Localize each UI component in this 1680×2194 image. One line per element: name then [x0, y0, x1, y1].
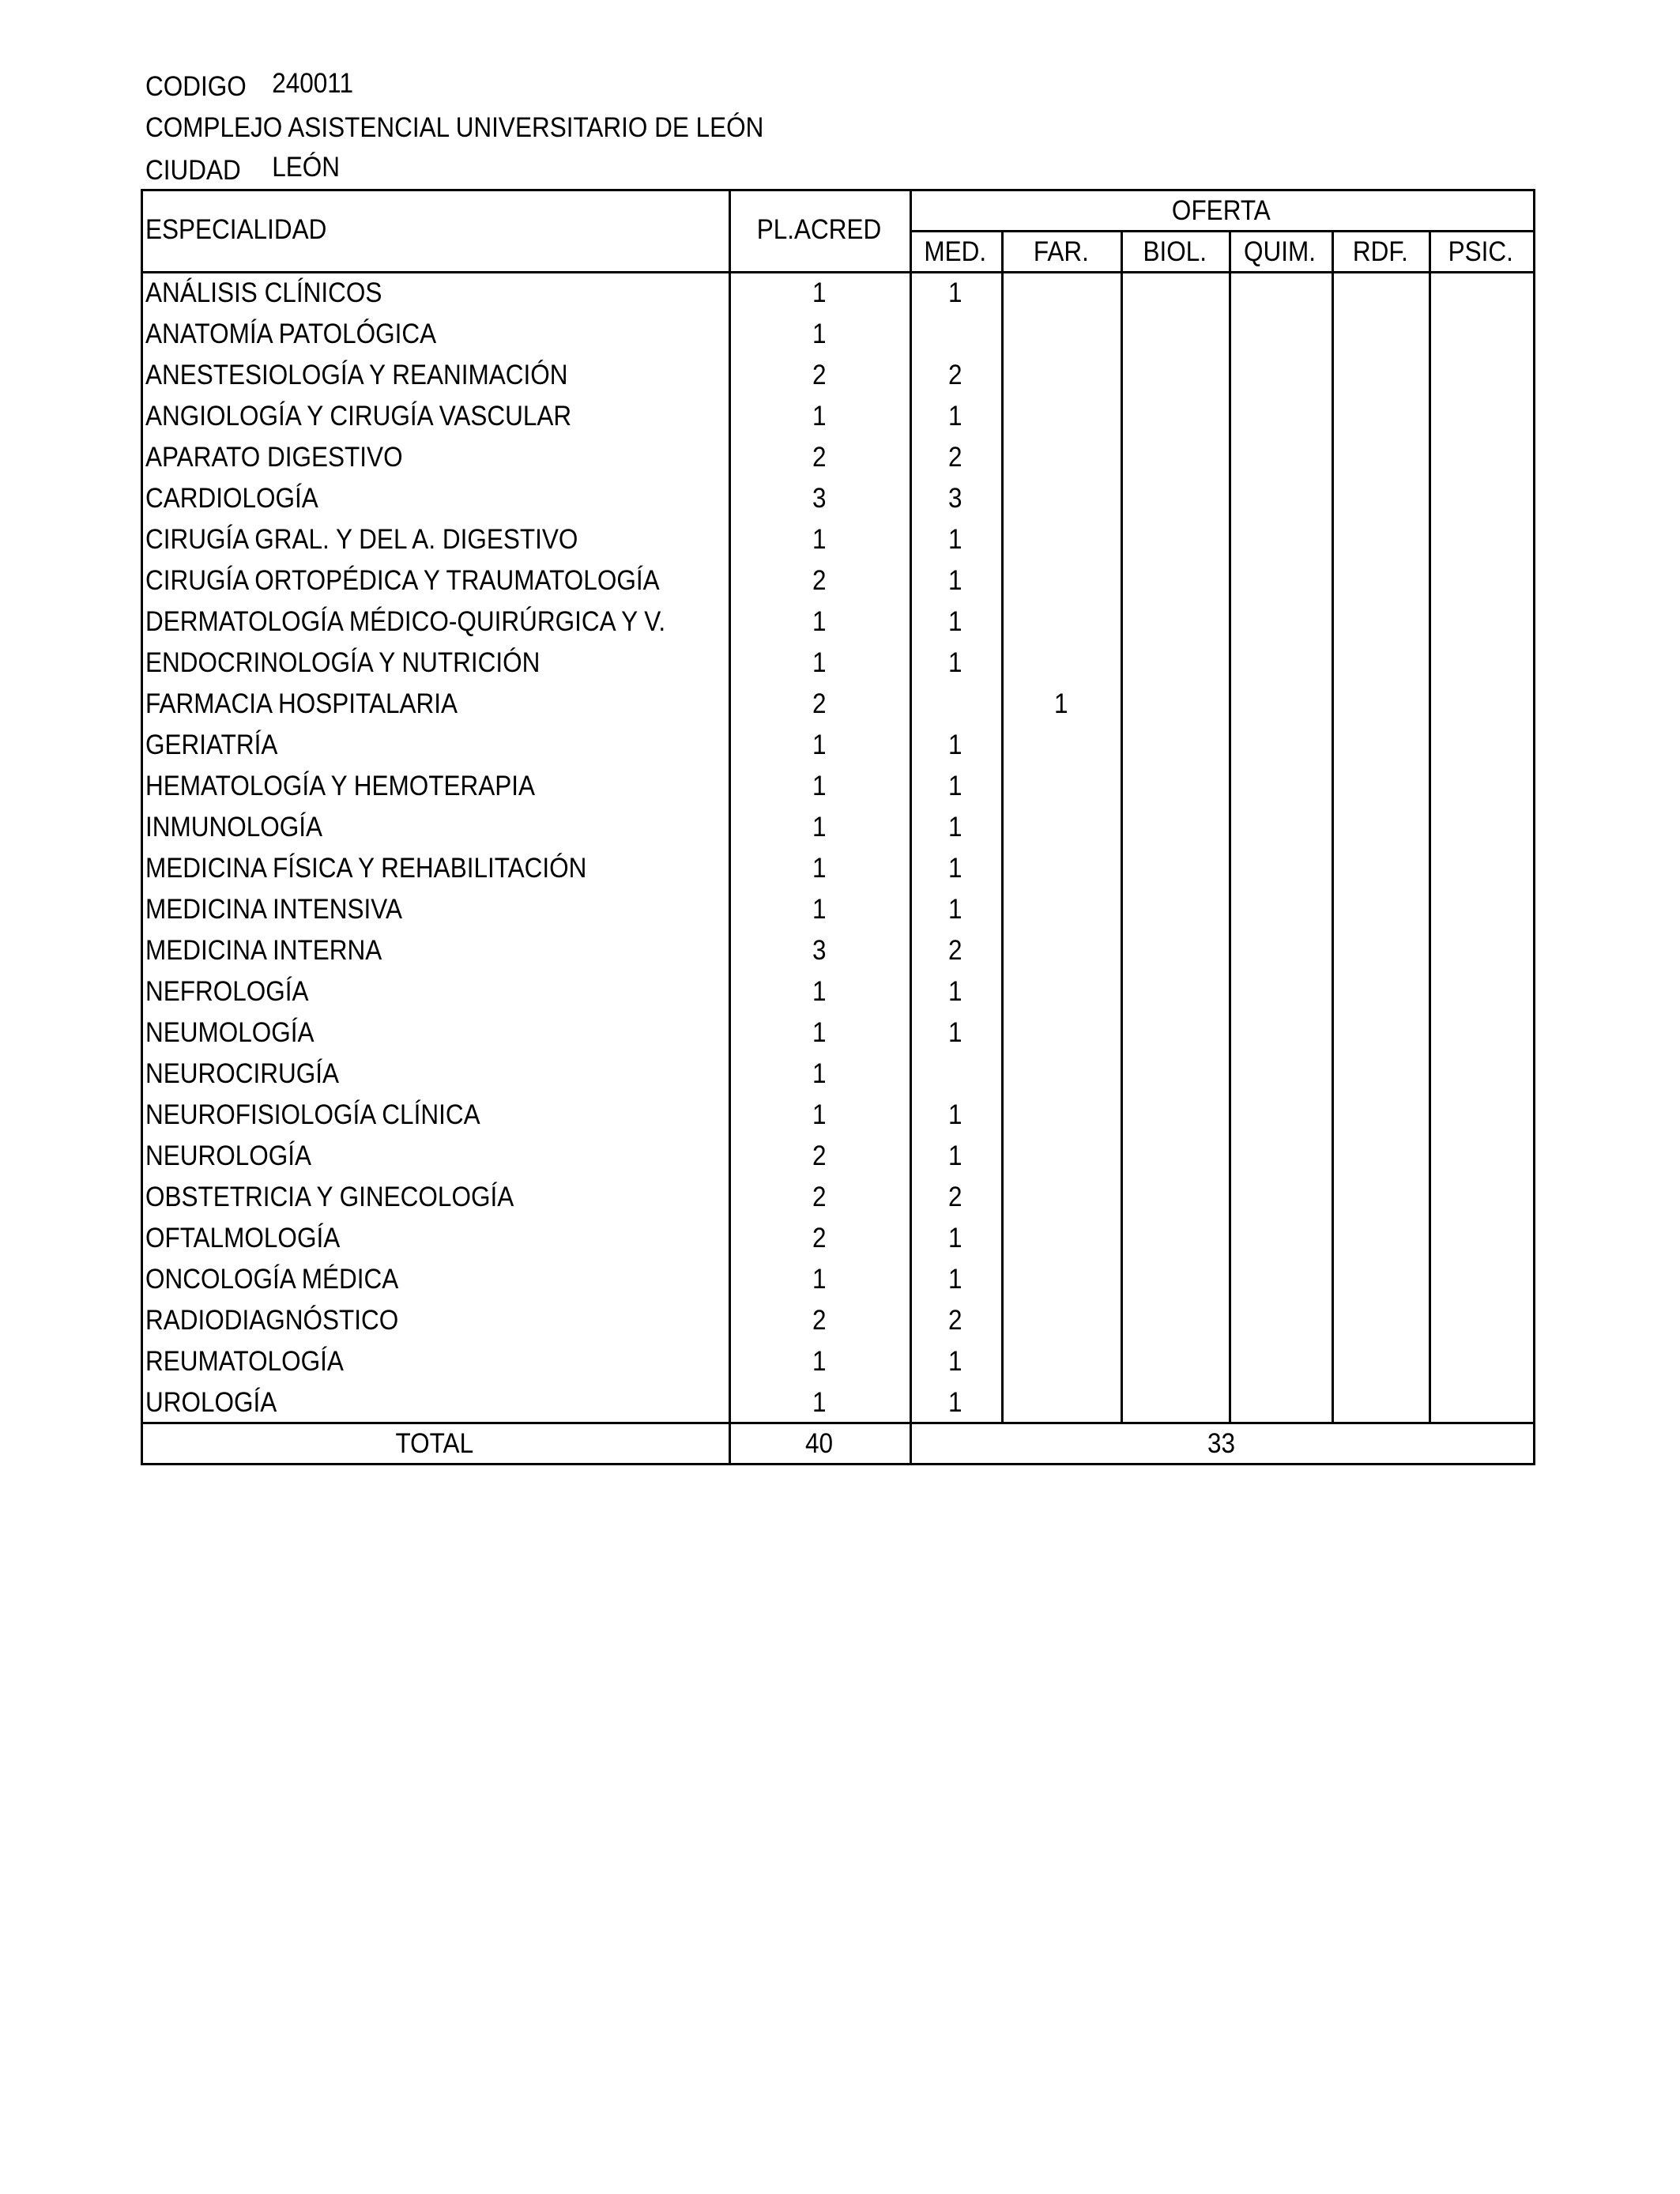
row-med: 1 — [948, 524, 962, 555]
ciudad-label: CIUDAD — [145, 155, 241, 186]
row-placred: 1 — [812, 319, 827, 349]
row-far — [1001, 1300, 1121, 1341]
row-placred: 1 — [812, 1017, 827, 1048]
header-placred: PL.ACRED — [756, 214, 882, 245]
row-far — [1001, 519, 1121, 560]
header-sub-far: FAR. — [1033, 236, 1089, 267]
row-med: 1 — [948, 606, 962, 637]
row-placred: 1 — [812, 812, 827, 843]
row-especialidad: INMUNOLOGÍA — [145, 812, 323, 843]
row-especialidad: CARDIOLOGÍA — [145, 483, 318, 514]
total-label: TOTAL — [395, 1428, 474, 1459]
row-med: 1 — [948, 729, 962, 760]
total-placred: 40 — [804, 1428, 834, 1459]
row-far — [1001, 601, 1121, 643]
row-placred: 2 — [812, 442, 827, 473]
row-med: 2 — [948, 360, 962, 390]
row-especialidad: OFTALMOLOGÍA — [145, 1223, 341, 1253]
row-med: 1 — [948, 277, 962, 308]
row-med: 2 — [948, 935, 962, 966]
row-med: 1 — [948, 853, 962, 884]
row-placred: 2 — [812, 1305, 827, 1336]
row-especialidad: HEMATOLOGÍA Y HEMOTERAPIA — [145, 771, 536, 801]
row-med: 3 — [948, 483, 962, 514]
ciudad-value: LEÓN — [272, 152, 340, 183]
row-med: 1 — [948, 1264, 962, 1295]
row-placred: 1 — [812, 976, 827, 1007]
row-med: 1 — [948, 1346, 962, 1377]
especialidades-table — [141, 189, 1535, 1463]
row-placred: 2 — [812, 360, 827, 390]
header-sub-rdf: RDF. — [1352, 236, 1408, 267]
codigo-line — [145, 68, 353, 103]
row-especialidad: CIRUGÍA GRAL. Y DEL A. DIGESTIVO — [145, 524, 578, 555]
row-far — [1001, 1218, 1121, 1259]
row-far — [1001, 889, 1121, 930]
row-far — [1001, 478, 1121, 519]
row-far — [1001, 971, 1121, 1012]
row-especialidad: DERMATOLOGÍA MÉDICO-QUIRÚRGICA Y V. — [145, 606, 666, 637]
row-med: 1 — [948, 1099, 962, 1130]
row-med: 1 — [948, 976, 962, 1007]
row-far — [1001, 848, 1121, 889]
row-especialidad: NEUROCIRUGÍA — [145, 1058, 340, 1089]
row-far — [1001, 1382, 1121, 1423]
codigo-label: CODIGO — [145, 71, 247, 102]
row-placred: 1 — [812, 277, 827, 308]
table-border-right — [1533, 189, 1535, 1465]
row-med: 1 — [948, 401, 962, 432]
row-especialidad: NEUMOLOGÍA — [145, 1017, 315, 1048]
header-sub-biol: BIOL. — [1143, 236, 1207, 267]
row-placred: 2 — [812, 1140, 827, 1171]
row-far — [1001, 1341, 1121, 1382]
row-med — [910, 1054, 1001, 1095]
row-med: 1 — [948, 1223, 962, 1253]
row-especialidad: ANESTESIOLOGÍA Y REANIMACIÓN — [145, 360, 568, 390]
row-med: 1 — [948, 894, 962, 925]
row-far — [1001, 1136, 1121, 1177]
row-far — [1001, 437, 1121, 478]
row-far — [1001, 1177, 1121, 1218]
row-placred: 2 — [812, 1223, 827, 1253]
col-divider-sub — [1332, 230, 1334, 1422]
row-placred: 1 — [812, 771, 827, 801]
col-divider-sub — [1429, 230, 1431, 1422]
row-placred: 1 — [812, 1264, 827, 1295]
row-med: 2 — [948, 1305, 962, 1336]
row-especialidad: GERIATRÍA — [145, 729, 278, 760]
row-placred: 1 — [812, 1387, 827, 1418]
header-sub-psic: PSIC. — [1448, 236, 1514, 267]
row-far — [1001, 396, 1121, 437]
row-especialidad: REUMATOLOGÍA — [145, 1346, 344, 1377]
row-med: 1 — [948, 565, 962, 596]
row-far — [1001, 560, 1121, 601]
row-med: 1 — [948, 1017, 962, 1048]
row-placred: 1 — [812, 1099, 827, 1130]
row-far — [1001, 725, 1121, 766]
row-especialidad: OBSTETRICIA Y GINECOLOGÍA — [145, 1182, 514, 1212]
row-placred: 1 — [812, 853, 827, 884]
row-med: 1 — [948, 1387, 962, 1418]
row-far — [1001, 1054, 1121, 1095]
row-far — [1001, 1012, 1121, 1054]
row-far — [1001, 807, 1121, 848]
row-especialidad: NEFROLOGÍA — [145, 976, 309, 1007]
row-far — [1001, 643, 1121, 684]
row-placred: 3 — [812, 935, 827, 966]
col-divider-sub — [1121, 230, 1123, 1422]
header-oferta: OFERTA — [1172, 195, 1271, 226]
row-especialidad: MEDICINA INTENSIVA — [145, 894, 402, 925]
row-especialidad: MEDICINA INTERNA — [145, 935, 382, 966]
row-far — [1001, 314, 1121, 355]
row-placred: 1 — [812, 729, 827, 760]
row-especialidad: NEUROFISIOLOGÍA CLÍNICA — [145, 1099, 480, 1130]
centro-name: COMPLEJO ASISTENCIAL UNIVERSITARIO DE LEÓN — [145, 112, 764, 143]
row-med — [910, 684, 1001, 725]
row-especialidad: ANATOMÍA PATOLÓGICA — [145, 319, 437, 349]
header-sub-med: MED. — [924, 236, 987, 267]
row-especialidad: NEUROLOGÍA — [145, 1140, 312, 1171]
header-sub-quim: QUIM. — [1244, 236, 1317, 267]
row-far — [1001, 766, 1121, 807]
header-especialidad: ESPECIALIDAD — [145, 214, 327, 245]
row-especialidad: ANÁLISIS CLÍNICOS — [145, 277, 382, 308]
row-especialidad: ONCOLOGÍA MÉDICA — [145, 1264, 399, 1295]
row-far — [1001, 1259, 1121, 1300]
row-far — [1001, 273, 1121, 314]
col-divider-sub — [1229, 230, 1231, 1422]
row-especialidad: CIRUGÍA ORTOPÉDICA Y TRAUMATOLOGÍA — [145, 565, 660, 596]
row-med: 2 — [948, 442, 962, 473]
row-far — [1001, 1095, 1121, 1136]
row-placred: 1 — [812, 401, 827, 432]
row-med: 1 — [948, 812, 962, 843]
row-placred: 1 — [812, 647, 827, 678]
row-med: 1 — [948, 771, 962, 801]
row-placred: 1 — [812, 1346, 827, 1377]
row-placred: 2 — [812, 1182, 827, 1212]
row-med — [910, 314, 1001, 355]
row-especialidad: UROLOGÍA — [145, 1387, 277, 1418]
row-med: 1 — [948, 647, 962, 678]
total-oferta: 33 — [1207, 1428, 1236, 1459]
row-placred: 1 — [812, 1058, 827, 1089]
row-placred: 3 — [812, 483, 827, 514]
row-far — [1001, 355, 1121, 396]
row-med: 1 — [948, 1140, 962, 1171]
row-med: 2 — [948, 1182, 962, 1212]
row-placred: 1 — [812, 894, 827, 925]
row-especialidad: FARMACIA HOSPITALARIA — [145, 688, 458, 719]
row-especialidad: ENDOCRINOLOGÍA Y NUTRICIÓN — [145, 647, 541, 678]
ciudad-line — [145, 152, 340, 187]
row-especialidad: RADIODIAGNÓSTICO — [145, 1305, 399, 1336]
row-placred: 2 — [812, 565, 827, 596]
row-placred: 1 — [812, 606, 827, 637]
row-especialidad: APARATO DIGESTIVO — [145, 442, 403, 473]
row-far: 1 — [1053, 688, 1068, 719]
codigo-value: 240011 — [272, 68, 353, 99]
row-placred: 1 — [812, 524, 827, 555]
row-placred: 2 — [812, 688, 827, 719]
row-far — [1001, 930, 1121, 971]
row-especialidad: ANGIOLOGÍA Y CIRUGÍA VASCULAR — [145, 401, 572, 432]
row-especialidad: MEDICINA FÍSICA Y REHABILITACIÓN — [145, 853, 587, 884]
